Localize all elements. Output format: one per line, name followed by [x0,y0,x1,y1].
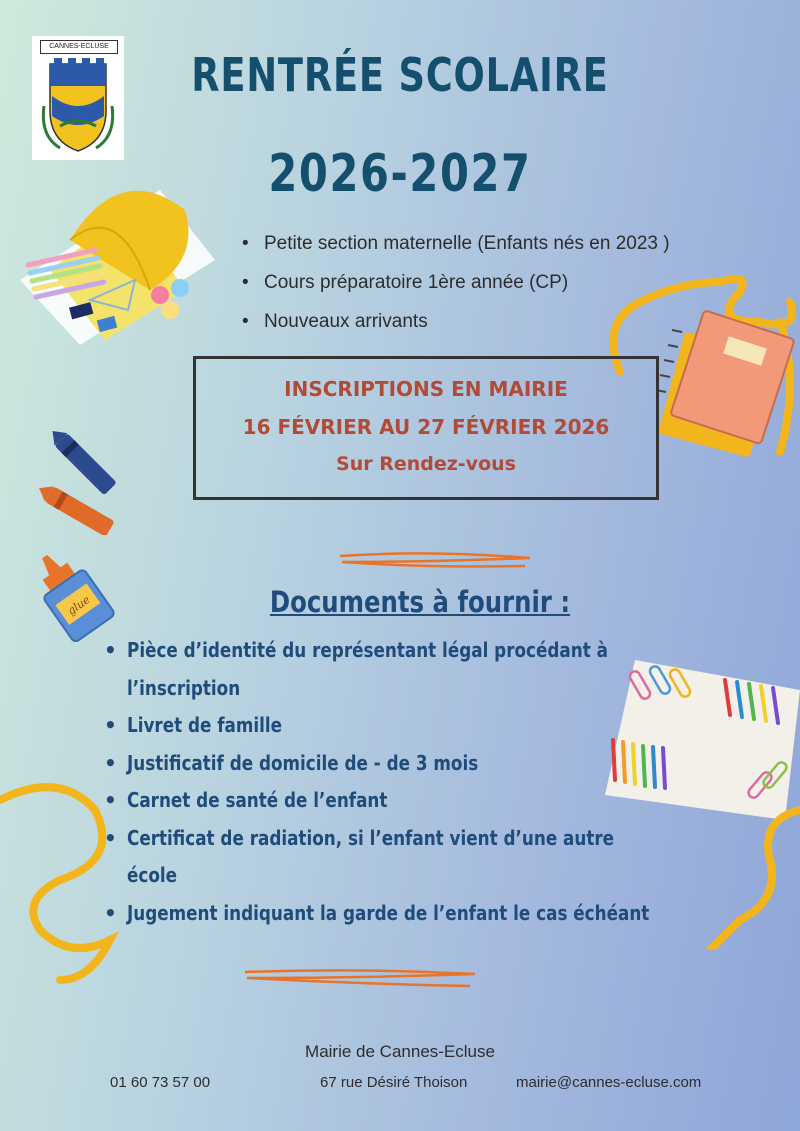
school-supplies-illustration [10,170,225,350]
crayons-icon [30,425,120,535]
inscription-heading: INSCRIPTIONS EN MAIRIE [284,377,568,401]
list-item: • Livret de famille [104,707,744,745]
inscription-appointment: Sur Rendez-vous [336,453,516,475]
list-item: • Certificat de radiation, si l’enfant vient d’une autre [104,820,744,858]
list-item: • Justificatif de domicile de - de 3 mois [104,745,744,783]
glue-label: glue [65,593,93,618]
orange-scribble-decoration [330,548,540,574]
page-title: RENTRÉE SCOLAIRE [191,48,609,102]
page-subtitle-year: 2026-2027 [268,144,532,204]
footer-organization: Mairie de Cannes-Ecluse [305,1042,495,1061]
inscription-dates: 16 FÉVRIER AU 27 FÉVRIER 2026 [242,415,610,439]
documents-title: Documents à fournir : [269,585,571,619]
pencils-and-clips-photo [605,660,800,820]
list-item: • Jugement indiquant la garde de l’enfant le cas échéant [104,895,744,933]
list-item-continuation: l’inscription [127,675,241,700]
footer-email: mairie@cannes-ecluse.com [516,1074,702,1091]
footer-address: 67 rue Désiré Thoison [320,1074,468,1091]
list-item: • Pièce d’identité du représentant légal procédant à [104,632,744,670]
list-item: • Cours préparatoire 1ère année (CP) [242,267,670,306]
crest-label: CANNES-ECLUSE [40,40,118,54]
list-item-continuation: école [127,863,178,887]
list-item: • Petite section maternelle (Enfants nés en 2023 ) [242,228,670,267]
yellow-scribble-left-decoration [0,760,140,990]
footer-phone: 01 60 73 57 00 [110,1074,211,1091]
list-item: • Nouveaux arrivants [242,306,670,345]
inscription-box [193,356,659,500]
orange-scribble-bottom-decoration [235,966,485,992]
list-item: • Carnet de santé de l’enfant [104,782,744,820]
yellow-scribble-right-decoration [700,800,800,950]
